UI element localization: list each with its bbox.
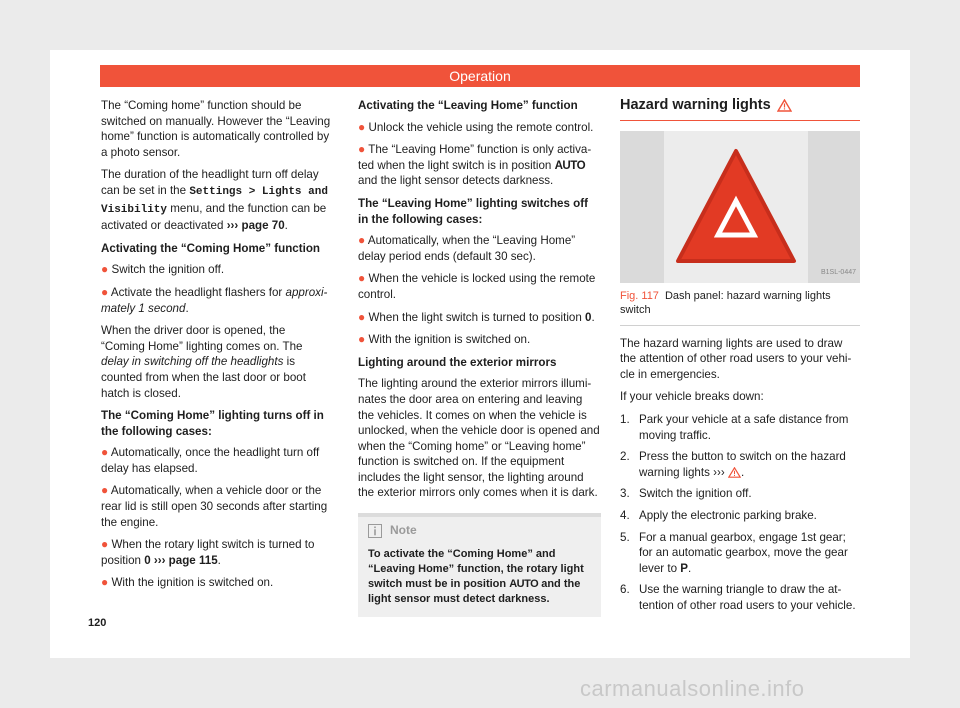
figure-code: B1SL-0447 — [820, 269, 856, 276]
text: menu, and the function can be activated or deactivated — [101, 201, 327, 233]
list-item — [358, 233, 601, 264]
step-number: 4. — [620, 508, 630, 522]
paragraph: The “Coming home” function should be switched on manually. However the “Leaving home” function is automatically controlled by a photo sensor. — [101, 99, 331, 159]
note-header — [368, 523, 591, 539]
text: is counted from when the last door or boot hatch is closed. — [101, 355, 306, 400]
section-header-title: Operation — [449, 68, 511, 84]
step-item — [620, 508, 860, 524]
list-item — [101, 575, 332, 591]
section-header-bar — [100, 65, 860, 87]
hazard-switch-figure — [620, 131, 860, 283]
step-text: Apply the electronic parking brake. — [639, 508, 817, 522]
text: Automatically, when a vehicle door or the rear lid is still open 30 seconds after starting the engine. — [101, 484, 328, 529]
subheading: Activating the “Leaving Home” function — [358, 99, 578, 112]
page-reference-link[interactable]: ››› page 115 — [153, 553, 218, 567]
bullet-icon: ● — [358, 309, 366, 324]
step-text: For a manual gearbox, engage 1st gear; for an automatic gearbox, move the gear lever to — [639, 530, 848, 575]
list-item: ● When the light switch is turned to position 0. — [358, 309, 595, 324]
bullet-icon: ● — [358, 119, 366, 134]
step-item — [620, 582, 860, 613]
text: Automatically, when the “Leaving Home” delay period ends (default 30 sec). — [358, 234, 576, 263]
text: To activate the “Coming Home” and “Leaving Home” function, the rotary light switch must be in position — [368, 547, 584, 590]
warning-triangle-icon — [728, 467, 741, 478]
subheading: Lighting around the exterior mirrors — [358, 355, 557, 369]
paragraph: The duration of the headlight turn off delay can be set in the Settings > Lights and Visibility menu, and the function can be activated or deactivated ››› page 70. — [101, 168, 328, 233]
step-item: 5. For a manual gearbox, engage 1st gear; for an automatic gearbox, move the gear lever to P. — [620, 530, 848, 575]
bullet-icon: ● — [101, 575, 109, 590]
column-3 — [620, 98, 860, 620]
figure-label: Fig. 117 — [620, 289, 659, 302]
text: With the ignition is switched on. — [368, 333, 531, 347]
bullet-icon: ● — [101, 483, 109, 498]
bullet-icon: ● — [101, 445, 109, 460]
auto-position-symbol: AUTO — [509, 577, 539, 590]
step-number: 1. — [620, 412, 630, 426]
step-number: 2. — [620, 450, 630, 464]
column-2 — [358, 98, 601, 617]
list-item — [101, 483, 332, 530]
subheading: The “Leaving Home” lighting switches off in the following cases: — [358, 196, 588, 226]
bullet-icon: ● — [358, 332, 366, 347]
text: Activate the headlight flashers for — [110, 285, 286, 299]
step-number: 3. — [620, 487, 630, 501]
step-item — [620, 486, 860, 502]
bullet-icon: ● — [358, 271, 366, 286]
watermark: carmanualsonline.info — [580, 676, 805, 701]
bullet-icon: ● — [101, 262, 109, 277]
list-item: ● When the rotary light switch is turned to position 0 ››› page 115. — [101, 537, 315, 567]
column-1 — [101, 98, 332, 598]
figure-caption — [620, 289, 860, 326]
section-title-text: Hazard warning lights — [620, 97, 771, 113]
text: With the ignition is switched on. — [111, 576, 274, 590]
step-item — [620, 412, 860, 443]
warning-triangle-icon — [777, 99, 792, 112]
paragraph — [101, 323, 332, 401]
step-text: Use the warning triangle to draw the attention of other road users to your vehicle. — [639, 583, 856, 612]
list-item — [358, 332, 601, 348]
note-title: Note — [390, 523, 417, 538]
text: When the rotary light switch is turned to position — [101, 538, 315, 567]
emphasis-text: delay in switching off the headlights — [101, 355, 284, 369]
bullet-icon: ● — [101, 537, 109, 552]
step-text: Park your vehicle at a safe distance from moving traffic. — [639, 412, 849, 442]
light-switch-position-symbol: 0 — [144, 553, 151, 567]
bullet-icon: ● — [358, 142, 366, 157]
text: and the light sensor must detect darkness. — [368, 577, 581, 605]
text: Automatically, once the headlight turn off delay has elapsed. — [101, 446, 320, 475]
note-box — [358, 513, 601, 617]
paragraph: The hazard warning lights are used to draw the attention of other road users to your vehicle in emergencies. — [620, 336, 852, 381]
steps-list — [620, 412, 860, 614]
page-reference-link[interactable]: ››› page 70 — [226, 219, 285, 233]
text: The duration of the headlight turn off delay can be set in the — [101, 168, 319, 197]
list-item — [101, 262, 332, 278]
list-item — [358, 271, 601, 302]
page-number: 120 — [88, 617, 107, 629]
list-item: ● Activate the headlight flashers for approximately 1 second. — [101, 284, 328, 315]
note-text — [368, 547, 591, 607]
text: When the driver door is opened, the “Coming Home” lighting comes on. The — [101, 324, 303, 353]
list-item — [358, 142, 601, 189]
text: Switch the ignition off. — [111, 263, 225, 277]
hazard-button-illustration — [620, 131, 860, 283]
text: When the light switch is turned to position — [368, 310, 586, 324]
subheading: The “Coming Home” lighting turns off in the following cases: — [101, 409, 324, 438]
list-item — [358, 120, 601, 136]
list-item — [101, 445, 332, 476]
info-icon — [368, 524, 382, 538]
text: When the vehicle is locked using the remote control. — [358, 272, 596, 301]
bullet-icon: ● — [101, 284, 109, 299]
text: and the light sensor detects darkness. — [358, 174, 554, 188]
subheading: Activating the “Coming Home” function — [101, 241, 320, 255]
paragraph: The lighting around the exterior mirrors illuminates the door area on entering and leaving the vehicles. It comes on when the vehicle is unlocked, when the vehicle door is opened and when the “Coming home” or “Leaving home” function is switched on. If the equipment includes the light sensor, the lighting around the exterior mirrors only comes when it is dark. — [358, 377, 600, 500]
section-title — [620, 98, 860, 121]
bullet-icon: ● — [358, 233, 366, 248]
auto-position-symbol: AUTO — [554, 158, 586, 172]
step-number: 6. — [620, 583, 630, 597]
text: The “Leaving Home” function is only activated when the light switch is in position — [358, 143, 592, 172]
paragraph: If your vehicle breaks down: — [620, 390, 764, 404]
emphasis-text: approximately 1 second — [101, 285, 328, 315]
light-switch-position-symbol: 0 — [585, 310, 592, 324]
text: Unlock the vehicle using the remote control. — [368, 120, 594, 134]
menu-path: Settings > Lights and Visibility — [101, 185, 328, 216]
caption-text: Dash panel: hazard warning lights switch — [620, 289, 831, 316]
step-number: 5. — [620, 530, 630, 544]
step-text: Press the button to switch on the hazard warning lights ››› — [639, 450, 846, 479]
gear-position-text: P — [680, 561, 688, 575]
step-item: 2. Press the button to switch on the hazard warning lights ››› . — [620, 450, 846, 479]
step-text: Switch the ignition off. — [639, 487, 752, 501]
